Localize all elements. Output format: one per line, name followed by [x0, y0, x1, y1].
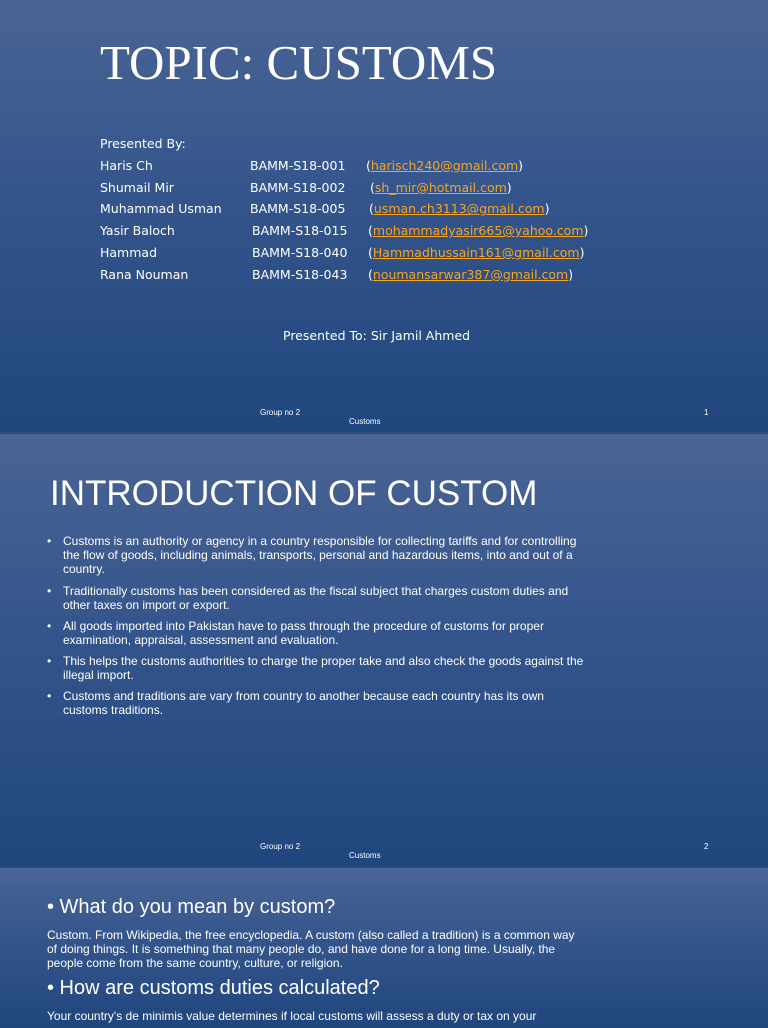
- footer-group: Group no 2: [260, 408, 301, 417]
- presenter-name: Yasir Baloch: [100, 223, 175, 239]
- presenter-email: (sh_mir@hotmail.com): [370, 179, 512, 195]
- presenter-email: (harisch240@gmail.com): [366, 157, 524, 173]
- bullet-marker: •: [47, 654, 52, 668]
- bullet-item: • Customs is an authority or agency in a country responsible for collecting tariffs and for controlling the flow of goods, including animals, transports, personal and hazardous items, into and out of a country.: [47, 534, 577, 576]
- section-paragraph: Your country's de minimis value determines if local customs will assess a duty or tax on your: [47, 1009, 537, 1023]
- email-link[interactable]: sh_mir@hotmail.com: [374, 179, 507, 195]
- slide-number: 2: [704, 842, 709, 851]
- slide-number: 1: [704, 408, 709, 417]
- slide-1: [0, 0, 768, 432]
- section-paragraph: Custom. From Wikipedia, the free encyclopedia. A custom (also called a tradition) is a common way of doing things. It is something that many people do, and have done for a long time. Usually, the people come from the same country, culture, or religion.: [47, 928, 575, 970]
- slide-title: TOPIC: CUSTOMS: [100, 35, 498, 90]
- bullet-item: • All goods imported into Pakistan have to pass through the procedure of customs for proper examination, appraisal, assessment and evaluation.: [47, 619, 544, 647]
- presenter-email: (Hammadhussain161@gmail.com): [368, 244, 585, 260]
- section-heading: • What do you mean by custom?: [47, 896, 336, 918]
- presenter-name: Haris Ch: [100, 157, 153, 173]
- slide-title: INTRODUCTION OF CUSTOM: [50, 474, 538, 513]
- slide-3: [0, 868, 768, 1028]
- presenters-block: [100, 133, 589, 286]
- presented-by-label: Presented By:: [100, 136, 186, 151]
- presenter-name: Rana Nouman: [100, 266, 189, 282]
- bullet-item: • This helps the customs authorities to charge the proper take and also check the goods against the illegal import.: [47, 654, 584, 682]
- footer-label: Customs: [349, 417, 381, 426]
- presenter-name: Hammad: [100, 244, 158, 260]
- presenter-id: BAMM-S18-015: [252, 223, 348, 239]
- presenter-id: BAMM-S18-043: [252, 266, 348, 282]
- presenter-name: Muhammad Usman: [100, 201, 222, 217]
- presenter-id: BAMM-S18-040: [252, 244, 348, 260]
- bullet-marker: •: [47, 619, 52, 633]
- presenter-id: BAMM-S18-002: [250, 179, 346, 195]
- section-heading: • How are customs duties calculated?: [47, 977, 380, 999]
- presenter-row: [100, 220, 589, 242]
- presented-to: Presented To: Sir Jamil Ahmed: [283, 328, 471, 343]
- presenter-id: BAMM-S18-001: [250, 157, 346, 173]
- email-link[interactable]: usman.ch3113@gmail.com: [373, 201, 545, 217]
- presenter-row: [100, 155, 524, 177]
- bullet-item: • Customs and traditions are vary from country to another because each country has its own customs traditions.: [47, 689, 544, 717]
- email-link[interactable]: harisch240@gmail.com: [370, 157, 519, 173]
- bullet-marker: •: [47, 534, 52, 548]
- presenter-email: (noumansarwar387@gmail.com): [368, 266, 574, 282]
- presenter-row: [100, 242, 585, 264]
- presenter-row: [100, 177, 512, 199]
- slide-2: [0, 434, 768, 866]
- bullet-list: [47, 534, 587, 724]
- presenter-row: [100, 264, 574, 286]
- bullet-marker: •: [47, 584, 52, 598]
- footer-label: Customs: [349, 851, 381, 860]
- presenter-name: Shumail Mir: [100, 179, 174, 195]
- presenter-row: [100, 198, 550, 220]
- email-link[interactable]: noumansarwar387@gmail.com: [372, 266, 569, 282]
- email-link[interactable]: mohammadyasir665@yahoo.com: [372, 223, 584, 239]
- email-link[interactable]: Hammadhussain161@gmail.com: [372, 244, 580, 260]
- bullet-item: • Traditionally customs has been considered as the fiscal subject that charges custom duties and other taxes on import or export.: [47, 584, 569, 612]
- presenter-id: BAMM-S18-005: [250, 201, 346, 217]
- presenter-email: (mohammadyasir665@yahoo.com): [368, 223, 589, 239]
- bullet-marker: •: [47, 689, 52, 703]
- footer-group: Group no 2: [260, 842, 301, 851]
- presenter-email: (usman.ch3113@gmail.com): [369, 201, 550, 217]
